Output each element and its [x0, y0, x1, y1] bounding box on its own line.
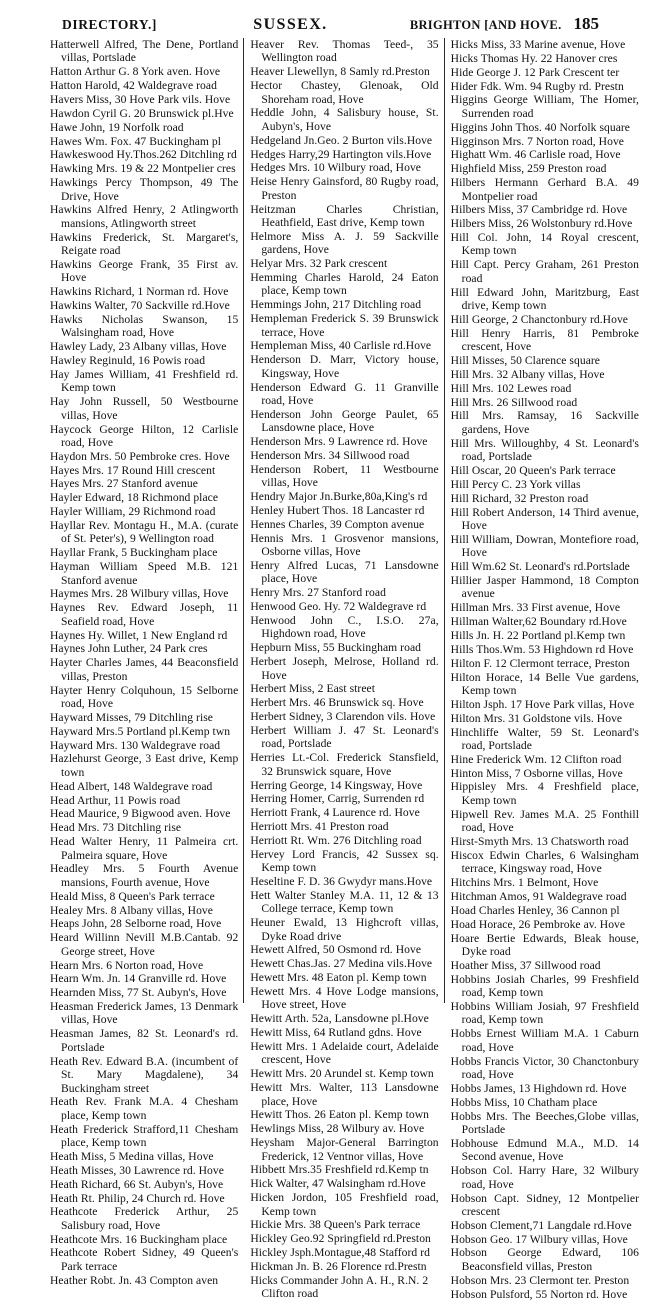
directory-entry: Hill Mrs. 102 Lewes road [450, 381, 572, 395]
directory-entry: Heald Miss, 8 Queen's Park terrace [50, 889, 215, 903]
directory-entry: Hayllar Rev. Montagu H., M.A. (curate of St. Peter's), 9 Wellington road [50, 519, 239, 546]
directory-entry: Hilbers Miss, 37 Cambridge rd. Hove [450, 203, 628, 217]
directory-entry: Hobson Capt. Sidney, 12 Montpelier crescent [450, 1191, 639, 1218]
directory-entry: Hickie Mrs. 38 Queen's Park terrace [250, 1218, 421, 1232]
directory-entry: Hillman Walter,62 Boundary rd.Hove [450, 615, 627, 629]
directory-entry: Herbert William J. 47 St. Leonard's road, Portslade [250, 723, 439, 751]
directory-entry: Hawkins George Frank, 35 First av. Hove [50, 257, 239, 285]
directory-entry: Hewett Mrs. 4 Hove Lodge mansions, Hove street, Hove [250, 985, 439, 1012]
entry-list [250, 38, 438, 1301]
directory-entry: Hirst-Smyth Mrs. 13 Chatsworth road [450, 835, 629, 849]
directory-entry: Hemmings John, 217 Ditchling road [250, 298, 422, 312]
directory-entry: Hawley Reginuld, 16 Powis road [50, 354, 206, 368]
directory-entry: Hayward Misses, 79 Ditchling rise [50, 710, 213, 724]
directory-entry: Hobbins Josiah Charles, 99 Freshfield road, Kemp town [450, 972, 639, 1000]
directory-entry: Hilbers Miss, 26 Wolstonbury rd.Hove [450, 217, 633, 231]
directory-entry: Heathcote Mrs. 16 Buckingham place [50, 1232, 228, 1246]
directory-entry: Hiscox Edwin Charles, 6 Walsingham terrace, Kingsway road, Hove [450, 848, 639, 876]
directory-entry: Henderson Mrs. 9 Lawrence rd. Hove [250, 435, 428, 449]
directory-entry: Haynes Hy. Willet, 1 New England rd [50, 628, 228, 642]
directory-entry: Hillier Jasper Hammond, 18 Compton avenue [450, 574, 639, 601]
page-number: 185 [573, 14, 599, 33]
directory-entry: Hawkins Alfred Henry, 2 Atlingworth mansions, Atlingworth street [50, 203, 239, 230]
directory-entry: Hoather Miss, 37 Sillwood road [450, 958, 601, 972]
directory-entry: Hobson George Edward, 106 Beaconsfield villas, Preston [450, 1246, 639, 1273]
directory-entry: Hayler William, 29 Richmond road [50, 505, 216, 519]
directory-entry: Hicks Commander John A. H., R.N. 2 Clifton road [250, 1273, 429, 1301]
directory-entry: Hippisley Mrs. 4 Freshfield place, Kemp town [450, 780, 639, 807]
directory-entry: Hill Robert Anderson, 14 Third avenue, Hove [450, 505, 639, 533]
directory-entry: Hobbs Ernest William M.A. 1 Caburn road, Hove [450, 1027, 639, 1054]
directory-entry: Hickley Jsph.Montague,48 Stafford rd [250, 1246, 430, 1260]
directory-columns [14, 38, 641, 1301]
directory-entry: Higgins John Thos. 40 Norfolk square [450, 120, 631, 134]
directory-entry: Henry Mrs. 27 Stanford road [250, 586, 386, 600]
directory-entry: Hinchliffe Walter, 59 St. Leonard's road, Portslade [450, 725, 639, 752]
directory-entry: Hewitt Thos. 26 Eaton pl. Kemp town [250, 1108, 429, 1122]
directory-entry: Haydon Mrs. 50 Pembroke cres. Hove [50, 449, 230, 463]
directory-entry: Hitchins Mrs. 1 Belmont, Hove [450, 876, 599, 890]
directory-entry: Hay John Russell, 50 Westbourne villas, Hove [50, 395, 239, 422]
directory-entry: Hill Richard, 32 Preston road [450, 491, 589, 505]
directory-entry: Hewitt Miss, 64 Rutland gdns. Hove [250, 1026, 422, 1040]
directory-entry: Hilton Horace, 14 Belle Vue gardens, Kemp town [450, 670, 639, 697]
directory-entry: Heath Rev. Frank M.A. 4 Chesham place, Kemp town [50, 1095, 239, 1122]
directory-entry: Hawe John, 19 Norfolk road [50, 120, 184, 134]
directory-entry: Helmore Miss A. J. 59 Sackville gardens, Hove [250, 229, 439, 257]
directory-entry: Hill Oscar, 20 Queen's Park terrace [450, 464, 616, 478]
directory-entry: Hawes Wm. Fox. 47 Buckingham pl [50, 134, 222, 148]
directory-entry: Hobbs James, 13 Highdown rd. Hove [450, 1081, 627, 1095]
directory-entry: Head Walter Henry, 11 Palmeira crt. Palmeira square, Hove [50, 835, 239, 862]
directory-entry: Hempleman Frederick S. 39 Brunswick terrace, Hove [250, 312, 439, 339]
directory-entry: Heseltine F. D. 36 Gwydyr mans.Hove [250, 875, 433, 889]
directory-entry: Hill Mrs. Willoughby, 4 St. Leonard's road, Portslade [450, 436, 639, 464]
directory-entry: Hayward Mrs. 130 Waldegrave road [50, 738, 221, 752]
entry-list [50, 38, 238, 1287]
directory-entry: Hawking Mrs. 19 & 22 Montpelier cres [50, 162, 236, 176]
directory-entry: Hearnden Miss, 77 St. Aubyn's, Hove [50, 986, 227, 1000]
running-head [14, 14, 641, 36]
directory-entry: Heath Miss, 5 Medina villas, Hove [50, 1149, 214, 1163]
directory-entry: Hilbers Hermann Gerhard B.A. 49 Montpelier road [450, 176, 639, 203]
directory-entry: Herring George, 14 Kingsway, Hove [250, 778, 423, 792]
directory-entry: Heaver Llewellyn, 8 Samly rd.Preston [250, 65, 430, 79]
directory-entry: Henderson Robert, 11 Westbourne villas, Hove [250, 462, 439, 490]
directory-entry: Hewett Mrs. 48 Eaton pl. Kemp town [250, 971, 427, 985]
directory-entry: Henderson Mrs. 34 Sillwood road [250, 449, 410, 463]
directory-entry: Hobson Pulsford, 55 Norton rd. Hove [450, 1287, 628, 1301]
directory-entry: Heath Frederick Strafford,11 Chesham place, Kemp town [50, 1122, 239, 1150]
directory-entry: Hayter Henry Colquhoun, 15 Selborne road, Hove [50, 683, 239, 711]
directory-entry: Hill Edward John, Maritzburg, East drive, Kemp town [450, 285, 639, 313]
directory-entry: Hepburn Miss, 55 Buckingham road [250, 641, 421, 655]
directory-entry: Herriott Frank, 4 Laurence rd. Hove [250, 806, 420, 820]
directory-entry: Hempleman Miss, 40 Carlisle rd.Hove [250, 339, 432, 353]
directory-entry: Havers Miss, 30 Hove Park vils. Hove [50, 92, 231, 106]
directory-entry: Heath Misses, 30 Lawrence rd. Hove [50, 1163, 224, 1177]
directory-entry: Hill William, Dowran, Montefiore road, Hove [450, 532, 639, 560]
directory-entry: Hobson Mrs. 23 Clermont ter. Preston [450, 1273, 630, 1287]
directory-entry: Hill Col. John, 14 Royal crescent, Kemp town [450, 231, 639, 258]
directory-entry: Heaver Rev. Thomas Teed-, 35 Wellington road [250, 38, 439, 65]
directory-entry: Hayter Charles James, 44 Beaconsfield villas, Preston [50, 656, 239, 683]
directory-entry: Hazlehurst George, 3 East drive, Kemp town [50, 752, 239, 779]
directory-entry: Hill Percy C. 23 York villas [450, 477, 581, 491]
running-head-location: BRIGHTON [AND HOVE. [409, 18, 562, 32]
directory-entry: Hawkings Percy Thompson, 49 The Drive, Hove [50, 176, 239, 203]
directory-entry: Hawkins Frederick, St. Margaret's, Reigate road [50, 230, 239, 258]
directory-entry: Hemming Charles Harold, 24 Eaton place, Kemp town [250, 271, 439, 298]
directory-entry: Hector Chastey, Glenoak, Old Shoreham road, Hove [250, 79, 439, 106]
directory-entry: Heath Rev. Edward B.A. (incumbent of St. Mary Magdalene), 34 Buckingham street [50, 1054, 239, 1095]
directory-entry: Heitzman Charles Christian, Heathfield, East drive, Kemp town [250, 202, 439, 230]
directory-entry: Hobbins William Josiah, 97 Freshfield road, Kemp town [450, 1000, 639, 1027]
directory-entry: Hay James William, 41 Freshfield rd. Kemp town [50, 367, 239, 395]
directory-entry: Henley Hubert Thos. 18 Lancaster rd [250, 504, 425, 517]
directory-entry: Hayman William Speed M.B. 121 Stanford avenue [50, 560, 239, 587]
directory-entry: Hatton Harold, 42 Waldegrave road [50, 79, 217, 93]
directory-entry: Hill Wm.62 St. Leonard's rd.Portslade [450, 560, 630, 574]
directory-entry: Herbert Miss, 2 East street [250, 682, 375, 696]
running-head-right [410, 14, 599, 34]
running-head-left: DIRECTORY.] [62, 17, 158, 32]
directory-entry: Herries Lt.-Col. Frederick Stansfield, 32 Brunswick square, Hove [250, 751, 439, 778]
directory-entry: Hipwell Rev. James M.A. 25 Fonthill road, Hove [450, 807, 639, 835]
directory-entry: Hill Mrs. 32 Albany villas, Hove [450, 367, 605, 381]
directory-entry: Hearn Mrs. 6 Norton road, Hove [50, 958, 204, 972]
directory-entry: Heasman Frederick James, 13 Denmark villas, Hove [50, 1000, 239, 1027]
directory-entry: Hitchman Amos, 91 Waldegrave road [450, 890, 627, 904]
directory-entry: Hett Walter Stanley M.A. 11, 12 & 13 College terrace, Kemp town [250, 888, 439, 916]
directory-entry: Hewett Chas.Jas. 27 Medina vils.Hove [250, 957, 433, 971]
directory-entry: Heard Willinn Nevill M.B.Cantab. 92 George street, Hove [50, 931, 239, 958]
directory-entry: Herriott Mrs. 41 Preston road [250, 820, 389, 834]
directory-entry: Headley Mrs. 5 Fourth Avenue mansions, Fourth avenue, Hove [50, 862, 239, 889]
directory-entry: Henry Alfred Lucas, 71 Lansdowne place, Hove [250, 558, 439, 586]
directory-entry: Heather Robt. Jn. 43 Compton aven [50, 1273, 219, 1287]
running-head-center: SUSSEX. [253, 16, 328, 33]
directory-entry: Higginson Mrs. 7 Norton road, Hove [450, 134, 624, 148]
directory-entry: Heathcote Frederick Arthur, 25 Salisbury road, Hove [50, 1205, 239, 1232]
directory-entry: Hider Fdk. Wm. 94 Rugby rd. Prestn [450, 79, 624, 93]
directory-entry: Hedges Harry,29 Hartington vils.Hove [250, 147, 432, 161]
directory-entry: Hayward Mrs.5 Portland pl.Kemp twn [50, 724, 231, 738]
directory-entry: Hobson Clement,71 Langdale rd.Hove [450, 1218, 632, 1232]
directory-entry: Hoad Horace, 26 Pembroke av. Hove [450, 917, 626, 931]
directory-entry: Higgins George William, The Homer, Surrenden road [450, 93, 639, 120]
directory-column-2 [243, 38, 443, 1301]
directory-entry: Hervey Lord Francis, 42 Sussex sq. Kemp town [250, 847, 439, 875]
directory-entry: Hill Henry Harris, 81 Pembroke crescent, Hove [450, 326, 639, 354]
directory-entry: Heathcote Robert Sidney, 49 Queen's Park terrace [50, 1246, 239, 1273]
directory-entry: Heise Henry Gainsford, 80 Rugby road, Preston [250, 175, 439, 202]
directory-entry: Hobson Col. Harry Hare, 32 Wilbury road, Hove [450, 1164, 639, 1191]
directory-entry: Heuner Ewald, 13 Highcroft villas, Dyke Road drive [250, 916, 439, 943]
directory-entry: Heasman James, 82 St. Leonard's rd. Portslade [50, 1027, 239, 1054]
directory-entry: Hinton Miss, 7 Osborne villas, Hove [450, 766, 623, 780]
directory-entry: Highfield Miss, 259 Preston road [450, 162, 607, 176]
directory-entry: Hendry Major Jn.Burke,80a,King's rd [250, 490, 428, 504]
directory-entry: Hewitt Mrs. Walter, 113 Lansdowne place, Hove [250, 1081, 439, 1108]
directory-entry: Hobhouse Edmund M.A., M.D. 14 Second avenue, Hove [450, 1136, 639, 1164]
directory-entry: Hennis Mrs. 1 Grosvenor mansions, Osborne villas, Hove [250, 531, 439, 559]
directory-entry: Head Maurice, 9 Bigwood aven. Hove [50, 807, 231, 821]
directory-entry: Henwood John C., I.S.O. 27a, Highdown road, Hove [250, 613, 439, 641]
directory-entry: Hewitt Mrs. 1 Adelaide court, Adelaide crescent, Hove [250, 1040, 439, 1067]
directory-entry: Hobbs Mrs. The Beeches,Globe villas, Portslade [450, 1109, 639, 1137]
directory-entry: Hedgeland Jn.Geo. 2 Burton vils.Hove [250, 133, 433, 147]
directory-entry: Hickman Jn. B. 26 Florence rd.Prestn [250, 1259, 427, 1273]
directory-entry: Henderson D. Marr, Victory house, Kingsway, Hove [250, 353, 439, 380]
directory-entry: Haynes Rev. Edward Joseph, 11 Seafield road, Hove [50, 601, 239, 628]
directory-entry: Hicken Jordon, 105 Freshfield road, Kemp town [250, 1191, 439, 1218]
directory-entry: Henwood Geo. Hy. 72 Waldegrave rd [250, 600, 427, 614]
directory-entry: Hawkeswood Hy.Thos.262 Ditchling rd [50, 148, 237, 162]
directory-entry: Hick Walter, 47 Walsingham rd.Hove [250, 1177, 426, 1191]
directory-entry: Hawkins Richard, 1 Norman rd. Hove [50, 285, 229, 299]
directory-entry: Hill Capt. Percy Graham, 261 Preston road [450, 258, 639, 285]
directory-column-1 [14, 38, 243, 1287]
directory-entry: Hilton F. 12 Clermont terrace, Preston [450, 656, 630, 670]
directory-entry: Haynes John Luther, 24 Park cres [50, 642, 208, 656]
directory-entry: Heaps John, 28 Selborne road, Hove [50, 917, 222, 931]
directory-entry: Haymes Mrs. 28 Wilbury villas, Hove [50, 587, 229, 601]
directory-entry: Herbert Mrs. 46 Brunswick sq. Hove [250, 696, 424, 710]
directory-entry: Hatton Arthur G. 8 York aven. Hove [50, 65, 221, 79]
directory-entry: Head Arthur, 11 Powis road [50, 793, 181, 807]
directory-entry: Hills Jn. H. 22 Portland pl.Kemp twn [450, 628, 626, 642]
directory-entry: Heath Richard, 66 St. Aubyn's, Hove [50, 1177, 224, 1191]
directory-entry: Head Albert, 148 Waldegrave road [50, 779, 213, 793]
directory-entry: Hills Thos.Wm. 53 Highdown rd Hove [450, 642, 634, 656]
directory-entry: Haycock George Hilton, 12 Carlisle road, Hove [50, 422, 239, 449]
directory-entry: Herriott Rt. Wm. 276 Ditchling road [250, 833, 422, 847]
directory-entry: Hoad Charles Henley, 36 Cannon pl [450, 903, 620, 917]
directory-entry: Hill Misses, 50 Clarence square [450, 354, 600, 368]
directory-entry: Hawdon Cyril G. 20 Brunswick pl.Hve [50, 106, 234, 120]
directory-entry: Hawley Lady, 23 Albany villas, Hove [50, 340, 227, 354]
directory-entry: Hilton Jsph. 17 Hove Park villas, Hove [450, 697, 635, 711]
directory-entry: Hilton Mrs. 31 Goldstone vils. Hove [450, 711, 623, 725]
directory-entry: Hobbs Miss, 10 Chatham place [450, 1095, 598, 1109]
directory-entry: Hide George J. 12 Park Crescent ter [450, 65, 620, 79]
directory-entry: Heath Rt. Philip, 24 Church rd. Hove [50, 1191, 225, 1205]
directory-entry: Hibbett Mrs.35 Freshfield rd.Kemp tn [250, 1163, 429, 1177]
directory-entry: Herbert Sidney, 3 Clarendon vils. Hove [250, 710, 436, 724]
directory-entry: Hill Mrs. Ramsay, 16 Sackville gardens, Hove [450, 409, 639, 436]
directory-entry: Head Mrs. 73 Ditchling rise [50, 821, 182, 835]
directory-entry: Hillman Mrs. 33 First avenue, Hove [450, 601, 621, 615]
directory-entry: Hicks Miss, 33 Marine avenue, Hove [450, 38, 626, 51]
directory-entry: Herbert Joseph, Melrose, Holland rd. Hove [250, 655, 439, 682]
directory-entry: Hoare Bertie Edwards, Bleak house, Dyke road [450, 931, 639, 959]
directory-entry: Herring Homer, Carrig, Surrenden rd [250, 792, 425, 806]
directory-entry: Henderson John George Paulet, 65 Lansdowne place, Hove [250, 407, 439, 435]
directory-entry: Hewitt Mrs. 20 Arundel st. Kemp town [250, 1067, 434, 1081]
directory-entry: Henderson Edward G. 11 Granville road, Hove [250, 380, 439, 408]
directory-entry: Hatterwell Alfred, The Dene, Portland villas, Portslade [50, 38, 239, 65]
directory-entry: Healey Mrs. 8 Albany villas, Hove [50, 903, 213, 917]
directory-entry: Hewitt Arth. 52a, Lansdowne pl.Hove [250, 1012, 429, 1026]
directory-entry: Heddle John, 4 Salisbury house, St. Aubyn's, Hove [250, 106, 439, 133]
directory-entry: Hobbs Francis Victor, 30 Chanctonbury road, Hove [450, 1054, 639, 1082]
directory-entry: Hedges Mrs. 10 Wilbury road, Hove [250, 161, 421, 175]
directory-entry: Hill George, 2 Chanctonbury rd.Hove [450, 312, 628, 326]
entry-list [451, 38, 639, 1301]
directory-entry: Helyar Mrs. 32 Park crescent [250, 257, 388, 271]
directory-entry: Hewlings Miss, 28 Wilbury av. Hove [250, 1122, 425, 1136]
directory-column-3 [444, 38, 641, 1301]
directory-entry: Hill Mrs. 26 Sillwood road [450, 395, 578, 409]
directory-entry: Hayes Mrs. 27 Stanford avenue [50, 477, 198, 491]
directory-entry: Hearn Wm. Jn. 14 Granville rd. Hove [50, 972, 227, 986]
directory-entry: Highatt Wm. 46 Carlisle road, Hove [450, 148, 621, 162]
directory-entry: Heysham Major-General Barrington Frederick, 12 Ventnor villas, Hove [250, 1136, 439, 1163]
directory-entry: Hicks Thomas Hy. 22 Hanover cres [450, 51, 618, 65]
directory-entry: Hennes Charles, 39 Compton avenue [250, 517, 425, 531]
directory-entry: Hickley Geo.92 Springfield rd.Preston [250, 1232, 431, 1246]
directory-entry: Hine Frederick Wm. 12 Clifton road [450, 752, 622, 766]
directory-entry: Hawkins Walter, 70 Sackville rd.Hove [50, 299, 230, 313]
directory-entry: Hewett Alfred, 50 Osmond rd. Hove [250, 943, 422, 957]
directory-entry: Hawks Nicholas Swanson, 15 Walsingham road, Hove [50, 312, 239, 340]
directory-entry: Hayler Edward, 18 Richmond place [50, 491, 219, 505]
directory-entry: Hayes Mrs. 17 Round Hill crescent [50, 463, 216, 477]
directory-entry: Hayllar Frank, 5 Buckingham place [50, 546, 218, 560]
directory-entry: Hobson Geo. 17 Wilbury villas, Hove [450, 1232, 628, 1246]
